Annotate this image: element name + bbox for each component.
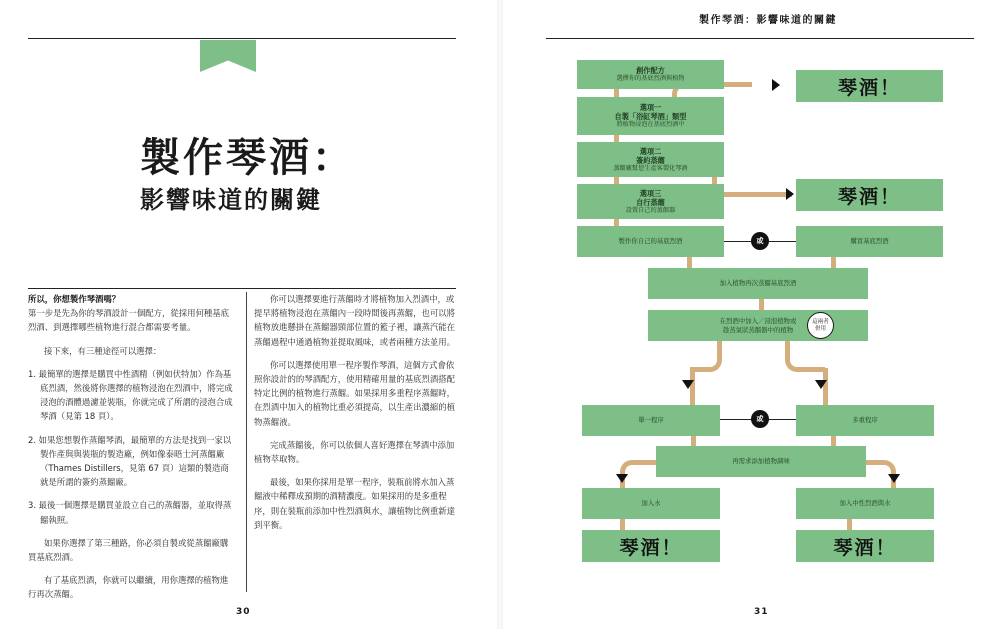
box-label: 購買基底烈酒	[850, 237, 889, 246]
text-column-2	[254, 292, 456, 541]
box-title: 選項二	[639, 146, 662, 156]
box-result-bottom-1	[582, 530, 720, 562]
page-number: 31	[754, 607, 769, 617]
box-add-botanicals	[648, 268, 868, 299]
box-label: 製作你自己的基底烈酒	[618, 237, 683, 246]
badge-line-2: 併用	[814, 325, 826, 332]
box-label-line-2: 趁蒸氣狀蒸餾器中的植物	[722, 325, 794, 334]
box-label: 再需求添加植物調味	[732, 457, 790, 466]
box-label: 多重程序	[852, 416, 878, 425]
box-option-2	[577, 142, 724, 177]
or-badge-2: 或	[751, 410, 769, 428]
box-label: 單一程序	[638, 416, 664, 425]
box-result-top-1	[796, 70, 943, 102]
box-title-2: 自行蒸餾	[636, 197, 665, 207]
right-page	[502, 0, 1000, 629]
result-label: 琴酒！	[837, 76, 901, 99]
box-title: 創作配方	[636, 66, 665, 75]
box-subtitle: 蒸餾廠幫您生產客製化琴酒	[613, 164, 688, 172]
box-label-line-1: 在烈酒中加入／浸泡植物或	[719, 317, 797, 325]
result-label: 琴酒！	[837, 185, 901, 208]
box-result-bottom-2	[796, 530, 934, 562]
top-rule	[28, 38, 456, 39]
intro-paragraph: 第一步是先為你的琴酒設計一個配方，從採用何種基底烈酒、到選擇哪些植物進行混合都需要考量。	[28, 308, 229, 333]
both-badge	[807, 312, 834, 339]
box-title: 選項三	[639, 188, 662, 198]
page-number: 30	[236, 607, 251, 617]
arrow-down-icon	[815, 380, 827, 389]
connector-vapor-multi	[785, 338, 825, 372]
paragraph-after-1: 如果你選擇了第三種路，你必須自製或從蒸餾廠購買基底烈酒。	[28, 537, 229, 563]
box-add-neutral-water	[796, 488, 934, 519]
box-multi-process	[796, 405, 934, 436]
box-add-water	[582, 488, 720, 519]
box-make-base-spirit	[577, 226, 724, 257]
arrow-down-icon	[888, 474, 900, 483]
running-head: 製作琴酒：影響味道的關鍵	[699, 15, 837, 26]
option-item-1: 1. 最簡單的選擇是購買中性酒精（例如伏特加）作為基底烈酒，然後將你選擇的植物浸泡在烈酒中，將完成浸泡的酒體過濾並裝瓶，你就完成了所謂的浸泡合成琴酒（見第 18 頁）。	[28, 368, 233, 422]
column2-paragraph-4: 最後，如果你採用是單一程序，裝瓶前將水加入蒸餾液中稀釋成預期的酒精濃度。如果採用的是多重程序，則在裝瓶前添加中性烈酒與水，讓植物比例重新達到平衡。	[254, 477, 455, 530]
box-title-2: 簽約蒸餾	[636, 155, 665, 165]
badge-line-1: 這兩者	[812, 318, 829, 325]
or-badge-1: 或	[751, 232, 769, 250]
arrow-right-icon	[786, 188, 794, 200]
connector-vapor-single	[690, 338, 722, 372]
box-title-2: 自製「浴缸琴酒」類型	[614, 112, 687, 121]
column2-paragraph-2: 你可以選擇使用單一程序製作琴酒，這個方式會依照你設計的的琴酒配方，使用精確用量的基底烈酒搭配特定比例的植物進行蒸餾。如果採用多重程序蒸餾時，在烈酒中加入的植物比重必須提高，以生產出濃縮的植物蒸餾液。	[254, 359, 455, 427]
text-column-1	[28, 292, 236, 611]
box-label: 加入中性烈酒與水	[839, 499, 891, 508]
arrow-right-icon	[772, 79, 780, 91]
box-result-top-2	[796, 179, 943, 211]
result-label: 琴酒！	[833, 536, 897, 559]
box-option-1	[577, 97, 724, 135]
box-single-process	[582, 405, 720, 436]
lead-paragraph: 接下來，有三種途徑可以選擇：	[44, 345, 162, 356]
paragraph-after-2: 有了基底烈酒，你就可以繼續，用你選擇的植物進行再次蒸餾。	[28, 575, 229, 600]
box-title: 選項一	[639, 103, 662, 112]
section-rule	[28, 288, 456, 289]
arrow-down-icon	[616, 474, 628, 483]
column-divider	[246, 292, 247, 592]
box-option-3	[577, 184, 724, 219]
top-rule	[546, 38, 974, 39]
result-label: 琴酒！	[619, 536, 683, 559]
bookmark-ribbon	[200, 40, 256, 72]
box-create-recipe	[577, 60, 724, 89]
box-steep-or-vapor	[648, 310, 868, 341]
box-label: 加入植物再次蒸餾基底烈酒	[719, 279, 797, 288]
box-buy-base-spirit	[796, 226, 943, 257]
column2-paragraph-3: 完成蒸餾後，你可以依個人喜好選擇在琴酒中添加植物萃取物。	[254, 439, 455, 465]
option-item-3: 3. 最後一個選擇是購買並設立自己的蒸餾器，並取得蒸餾執照。	[28, 500, 232, 525]
page-title: 製作琴酒：	[140, 135, 355, 181]
box-subtitle: 選擇你的基底烈酒與植物	[616, 75, 685, 82]
box-subtitle: 設置自己的蒸餾器	[625, 206, 676, 214]
left-page	[0, 0, 498, 629]
page-subtitle: 影響味道的關鍵	[140, 186, 322, 214]
arrow-down-icon	[682, 380, 694, 389]
box-subtitle: 將植物浸泡在基底烈酒中	[616, 121, 685, 128]
box-optional-flavoring	[656, 446, 866, 477]
option-item-2: 2. 如果您想製作蒸餾琴酒，最簡單的方法是找到一家以製作產與與裝瓶的製造廠，例如像泰晤士河蒸餾廠（Thames Distillers，見第 67 頁）這類的製造商就是所謂的簽約蒸餾廠。	[28, 434, 232, 488]
connector-opt3-result	[712, 162, 792, 197]
box-label: 加入水	[641, 499, 661, 508]
column2-paragraph-1: 你可以選擇要進行蒸餾時才將植物加入烈酒中，或提早將植物浸泡在蒸餾內一段時間後再蒸餾，也可以將植物放進懸掛在蒸餾器頸部位置的籃子裡，讓蒸汽能在蒸餾過程中通過植物並提取風味，或者兩種方法並用。	[254, 294, 455, 347]
section-question: 所以，你想製作琴酒嗎？	[28, 294, 121, 304]
